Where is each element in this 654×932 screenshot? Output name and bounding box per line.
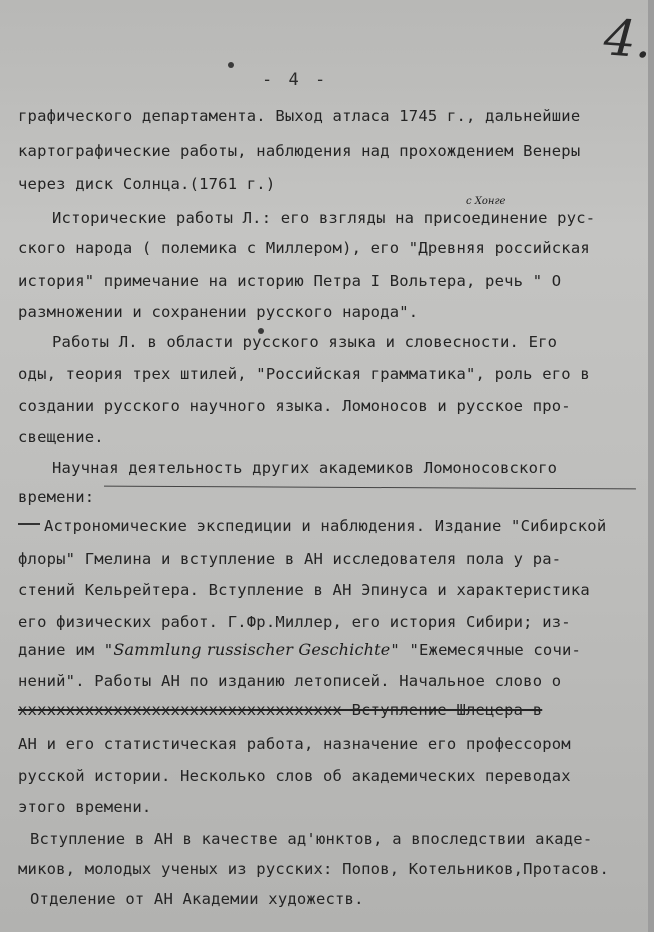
text-line: через диск Солнца.(1761 г.) — [18, 175, 276, 193]
text-line: история" примечание на историю Петра I Вольтера, речь " О — [18, 272, 562, 290]
list-dash — [18, 523, 40, 525]
handwritten-insertion: с Хонге — [466, 196, 506, 207]
struck-out-line: xxxxxxxxxxxxxxxxxxxxxxxxxxxxxxxxxx Вступление Шлецера в — [18, 701, 543, 719]
text-line — [18, 640, 581, 660]
text-line: стений Кельрейтера. Вступление в АН Эпинуса и характеристика — [18, 581, 590, 599]
text-line: миков, молодых ученых из русских: Попов, Котельников,Протасов. — [18, 860, 609, 878]
text-line — [18, 671, 561, 691]
text-line: русской истории. Несколько слов об академических переводах — [18, 767, 571, 785]
text-line: ского народа ( полемика с Миллером), его "Древняя российская — [18, 239, 590, 257]
section-heading: времени: — [18, 488, 95, 506]
text-line: Работы Л. в области русского языка и словесности. Его — [52, 333, 558, 351]
text-line: картографические работы, наблюдения над прохождением Венеры — [18, 142, 581, 160]
section-heading: Научная деятельность других академиков Ломоносовского — [52, 459, 558, 477]
ink-speck — [228, 62, 234, 68]
underline-rule — [104, 486, 636, 490]
text-line: оды, теория трех штилей, "Российская грамматика", роль его в — [18, 365, 590, 383]
page-number: - 4 - — [262, 70, 329, 90]
text-line: свещение. — [18, 428, 104, 446]
text-line: размножении и сохранении русского народа". — [18, 303, 419, 321]
text-line: создании русского научного языка. Ломоносов и русское про- — [18, 397, 571, 415]
text-line: Исторические работы Л.: его взгляды на присоединение рус- — [52, 209, 596, 227]
text-line: флоры" Гмелина и вступление в АН исследователя пола у ра- — [18, 550, 562, 568]
text-line: Отделение от АН Академии художеств. — [30, 890, 364, 908]
text-fragment: нений". Работы АН по изданию летописей. Начальное слово о — [18, 672, 562, 690]
text-line: его физических работ. Г.Фр.Миллер, его история Сибири; из- — [18, 613, 571, 631]
text-line: Астрономические экспедиции и наблюдения. Издание "Сибирской — [44, 517, 607, 535]
text-line: АН и его статистическая работа, назначение его профессором — [18, 735, 571, 753]
text-line: графического департамента. Выход атласа 1745 г., дальнейшие — [18, 107, 581, 125]
handwritten-page-number: 4. — [602, 8, 654, 70]
text-fragment: " "Ежемесячные сочи- — [390, 641, 582, 659]
text-line: Вступление в АН в качестве ад'юнктов, а впоследствии акаде- — [30, 830, 593, 848]
text-line: этого времени. — [18, 798, 152, 816]
handwritten-title: Sammlung russischer Geschichte — [113, 640, 391, 659]
text-fragment: дание им " — [18, 641, 114, 659]
